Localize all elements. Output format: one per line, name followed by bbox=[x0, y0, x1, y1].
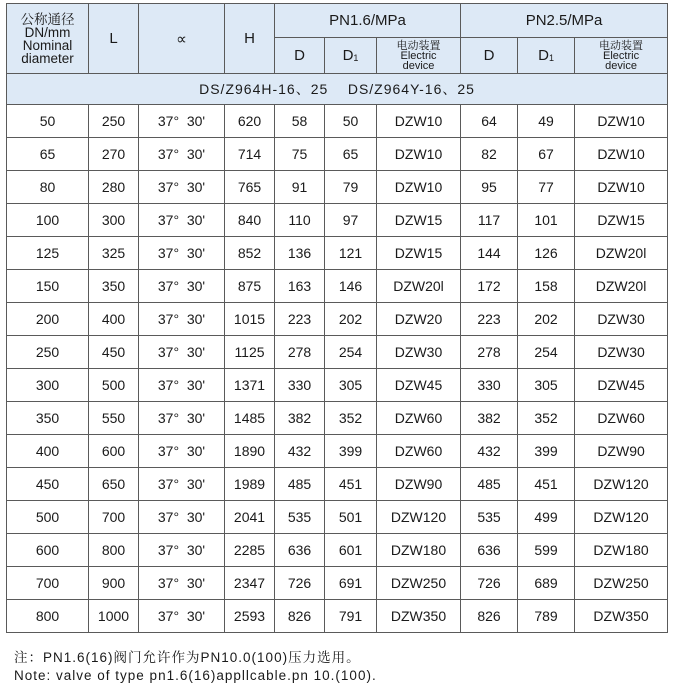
table-row bbox=[7, 567, 668, 600]
header-pn25-d1 bbox=[518, 38, 575, 74]
cell-pn16-electric-device: DZW15 bbox=[377, 204, 461, 237]
cell-pn25-electric-device: DZW20l bbox=[575, 270, 668, 303]
header-h: H bbox=[225, 4, 275, 74]
cell-pn16-electric-device: DZW10 bbox=[377, 138, 461, 171]
cell-h: 1485 bbox=[225, 402, 275, 435]
table-row bbox=[7, 270, 668, 303]
cell-pn25-d: 172 bbox=[461, 270, 518, 303]
cell-pn25-d1: 49 bbox=[518, 105, 575, 138]
cell-pn16-d1: 305 bbox=[325, 369, 377, 402]
cell-pn25-d: 330 bbox=[461, 369, 518, 402]
header-dn-line: 公称通径 bbox=[20, 11, 75, 27]
cell-angle: 37° 30' bbox=[139, 237, 225, 270]
cell-l: 325 bbox=[89, 237, 139, 270]
cell-pn16-d: 826 bbox=[275, 600, 325, 633]
cell-dn: 200 bbox=[7, 303, 89, 336]
cell-pn16-d1: 121 bbox=[325, 237, 377, 270]
cell-h: 840 bbox=[225, 204, 275, 237]
cell-pn25-d1: 158 bbox=[518, 270, 575, 303]
cell-pn25-d1: 352 bbox=[518, 402, 575, 435]
cell-l: 600 bbox=[89, 435, 139, 468]
ed-line: Electric bbox=[400, 49, 437, 62]
table-row bbox=[7, 468, 668, 501]
model-row: DS/Z964H-16、25 DS/Z964Y-16、25 bbox=[7, 74, 668, 105]
cell-pn25-electric-device: DZW15 bbox=[575, 204, 668, 237]
cell-pn16-d: 136 bbox=[275, 237, 325, 270]
cell-pn25-electric-device: DZW30 bbox=[575, 336, 668, 369]
cell-pn25-d: 95 bbox=[461, 171, 518, 204]
cell-pn16-electric-device: DZW10 bbox=[377, 171, 461, 204]
cell-pn16-electric-device: DZW30 bbox=[377, 336, 461, 369]
note-english: Note: valve of type pn1.6(16)appllcable.pn 10.(100). bbox=[14, 668, 377, 683]
cell-pn25-d1: 101 bbox=[518, 204, 575, 237]
cell-angle: 37° 30' bbox=[139, 534, 225, 567]
cell-pn25-d: 636 bbox=[461, 534, 518, 567]
cell-pn25-d: 278 bbox=[461, 336, 518, 369]
cell-h: 2285 bbox=[225, 534, 275, 567]
cell-dn: 100 bbox=[7, 204, 89, 237]
cell-angle: 37° 30' bbox=[139, 336, 225, 369]
header-nominal-diameter bbox=[7, 4, 89, 74]
cell-pn16-d: 75 bbox=[275, 138, 325, 171]
cell-pn25-d1: 451 bbox=[518, 468, 575, 501]
cell-pn16-d: 636 bbox=[275, 534, 325, 567]
table-row bbox=[7, 237, 668, 270]
cell-l: 700 bbox=[89, 501, 139, 534]
cell-pn25-electric-device: DZW30 bbox=[575, 303, 668, 336]
cell-h: 2347 bbox=[225, 567, 275, 600]
cell-pn16-d1: 202 bbox=[325, 303, 377, 336]
cell-pn25-d1: 599 bbox=[518, 534, 575, 567]
cell-pn16-electric-device: DZW20 bbox=[377, 303, 461, 336]
cell-pn16-electric-device: DZW350 bbox=[377, 600, 461, 633]
cell-h: 1125 bbox=[225, 336, 275, 369]
cell-angle: 37° 30' bbox=[139, 105, 225, 138]
cell-angle: 37° 30' bbox=[139, 369, 225, 402]
cell-pn16-electric-device: DZW20l bbox=[377, 270, 461, 303]
cell-pn25-d: 826 bbox=[461, 600, 518, 633]
cell-pn16-d: 58 bbox=[275, 105, 325, 138]
header-angle: ∝ bbox=[139, 4, 225, 74]
cell-l: 450 bbox=[89, 336, 139, 369]
cell-dn: 65 bbox=[7, 138, 89, 171]
d1-subscript: 1 bbox=[548, 53, 554, 63]
cell-pn16-d1: 399 bbox=[325, 435, 377, 468]
cell-pn25-d: 144 bbox=[461, 237, 518, 270]
cell-dn: 150 bbox=[7, 270, 89, 303]
cell-pn25-electric-device: DZW350 bbox=[575, 600, 668, 633]
table-row bbox=[7, 402, 668, 435]
cell-pn25-d1: 67 bbox=[518, 138, 575, 171]
cell-pn16-d1: 254 bbox=[325, 336, 377, 369]
cell-h: 875 bbox=[225, 270, 275, 303]
cell-angle: 37° 30' bbox=[139, 435, 225, 468]
table-row bbox=[7, 600, 668, 633]
cell-pn25-electric-device: DZW120 bbox=[575, 501, 668, 534]
cell-h: 1015 bbox=[225, 303, 275, 336]
cell-pn16-d: 382 bbox=[275, 402, 325, 435]
cell-dn: 450 bbox=[7, 468, 89, 501]
cell-h: 2041 bbox=[225, 501, 275, 534]
cell-pn25-d: 117 bbox=[461, 204, 518, 237]
cell-pn16-d: 223 bbox=[275, 303, 325, 336]
cell-pn25-d: 535 bbox=[461, 501, 518, 534]
header-pn25-electric-device bbox=[575, 38, 668, 74]
header-pn16: PN1.6/MPa bbox=[275, 4, 461, 38]
cell-pn16-electric-device: DZW180 bbox=[377, 534, 461, 567]
cell-l: 350 bbox=[89, 270, 139, 303]
cell-l: 280 bbox=[89, 171, 139, 204]
cell-h: 620 bbox=[225, 105, 275, 138]
cell-pn25-electric-device: DZW10 bbox=[575, 138, 668, 171]
cell-pn25-d: 485 bbox=[461, 468, 518, 501]
cell-pn16-d1: 352 bbox=[325, 402, 377, 435]
cell-pn25-electric-device: DZW90 bbox=[575, 435, 668, 468]
cell-pn16-d: 485 bbox=[275, 468, 325, 501]
cell-l: 550 bbox=[89, 402, 139, 435]
cell-pn16-d: 163 bbox=[275, 270, 325, 303]
d1-subscript: 1 bbox=[353, 53, 359, 63]
ed-line: device bbox=[402, 59, 435, 72]
header-pn16-d1 bbox=[325, 38, 377, 74]
header-dn-line: Nominal bbox=[22, 37, 73, 53]
table-row bbox=[7, 105, 668, 138]
cell-angle: 37° 30' bbox=[139, 204, 225, 237]
cell-pn25-d1: 499 bbox=[518, 501, 575, 534]
header-dn-line: diameter bbox=[21, 50, 74, 66]
cell-l: 800 bbox=[89, 534, 139, 567]
cell-dn: 300 bbox=[7, 369, 89, 402]
cell-pn16-d: 330 bbox=[275, 369, 325, 402]
table-row bbox=[7, 336, 668, 369]
cell-dn: 700 bbox=[7, 567, 89, 600]
cell-dn: 80 bbox=[7, 171, 89, 204]
cell-pn25-d: 432 bbox=[461, 435, 518, 468]
ed-line: Electric bbox=[603, 49, 640, 62]
cell-angle: 37° 30' bbox=[139, 171, 225, 204]
cell-angle: 37° 30' bbox=[139, 468, 225, 501]
table-row bbox=[7, 369, 668, 402]
cell-pn25-d1: 77 bbox=[518, 171, 575, 204]
cell-dn: 500 bbox=[7, 501, 89, 534]
cell-l: 300 bbox=[89, 204, 139, 237]
cell-pn16-d1: 79 bbox=[325, 171, 377, 204]
table-row bbox=[7, 138, 668, 171]
spec-table bbox=[6, 3, 668, 633]
cell-pn16-electric-device: DZW60 bbox=[377, 435, 461, 468]
cell-pn16-electric-device: DZW250 bbox=[377, 567, 461, 600]
cell-dn: 600 bbox=[7, 534, 89, 567]
table-row bbox=[7, 534, 668, 567]
cell-pn16-d: 726 bbox=[275, 567, 325, 600]
cell-l: 500 bbox=[89, 369, 139, 402]
cell-pn16-d1: 146 bbox=[325, 270, 377, 303]
cell-angle: 37° 30' bbox=[139, 600, 225, 633]
cell-l: 400 bbox=[89, 303, 139, 336]
cell-pn25-d: 82 bbox=[461, 138, 518, 171]
cell-pn16-d1: 50 bbox=[325, 105, 377, 138]
table-row bbox=[7, 435, 668, 468]
note-chinese: 注：PN1.6(16)阀门允许作为PN10.0(100)压力选用。 bbox=[14, 650, 361, 665]
table-row bbox=[7, 171, 668, 204]
cell-pn16-electric-device: DZW45 bbox=[377, 369, 461, 402]
header-pn16-electric-device bbox=[377, 38, 461, 74]
cell-dn: 125 bbox=[7, 237, 89, 270]
cell-pn25-d1: 254 bbox=[518, 336, 575, 369]
cell-pn16-d: 535 bbox=[275, 501, 325, 534]
table-row bbox=[7, 303, 668, 336]
header-pn25-d: D bbox=[461, 38, 518, 74]
header-l: L bbox=[89, 4, 139, 74]
cell-pn25-d: 726 bbox=[461, 567, 518, 600]
cell-pn16-electric-device: DZW10 bbox=[377, 105, 461, 138]
cell-angle: 37° 30' bbox=[139, 138, 225, 171]
cell-l: 650 bbox=[89, 468, 139, 501]
d1-label: D bbox=[342, 47, 354, 64]
cell-pn16-d: 432 bbox=[275, 435, 325, 468]
cell-l: 270 bbox=[89, 138, 139, 171]
cell-pn16-d1: 791 bbox=[325, 600, 377, 633]
cell-pn16-electric-device: DZW15 bbox=[377, 237, 461, 270]
cell-pn25-electric-device: DZW180 bbox=[575, 534, 668, 567]
cell-pn25-electric-device: DZW10 bbox=[575, 105, 668, 138]
header-pn16-d: D bbox=[275, 38, 325, 74]
ed-line: device bbox=[605, 59, 637, 72]
d1-label: D bbox=[538, 47, 549, 64]
cell-angle: 37° 30' bbox=[139, 270, 225, 303]
cell-angle: 37° 30' bbox=[139, 567, 225, 600]
cell-dn: 400 bbox=[7, 435, 89, 468]
cell-l: 250 bbox=[89, 105, 139, 138]
cell-pn25-electric-device: DZW20l bbox=[575, 237, 668, 270]
cell-pn16-d1: 65 bbox=[325, 138, 377, 171]
cell-pn16-d1: 601 bbox=[325, 534, 377, 567]
cell-dn: 800 bbox=[7, 600, 89, 633]
cell-l: 900 bbox=[89, 567, 139, 600]
cell-h: 2593 bbox=[225, 600, 275, 633]
cell-pn25-electric-device: DZW120 bbox=[575, 468, 668, 501]
cell-angle: 37° 30' bbox=[139, 402, 225, 435]
cell-pn16-electric-device: DZW120 bbox=[377, 501, 461, 534]
cell-pn25-electric-device: DZW45 bbox=[575, 369, 668, 402]
cell-pn25-d1: 789 bbox=[518, 600, 575, 633]
cell-angle: 37° 30' bbox=[139, 303, 225, 336]
cell-pn16-d1: 501 bbox=[325, 501, 377, 534]
ed-line: 电动装置 bbox=[396, 39, 441, 52]
cell-pn25-electric-device: DZW10 bbox=[575, 171, 668, 204]
cell-pn16-electric-device: DZW90 bbox=[377, 468, 461, 501]
cell-h: 1371 bbox=[225, 369, 275, 402]
cell-pn16-electric-device: DZW60 bbox=[377, 402, 461, 435]
cell-pn25-d1: 202 bbox=[518, 303, 575, 336]
cell-pn16-d1: 691 bbox=[325, 567, 377, 600]
cell-pn25-d: 223 bbox=[461, 303, 518, 336]
cell-h: 765 bbox=[225, 171, 275, 204]
cell-pn16-d1: 97 bbox=[325, 204, 377, 237]
table-row bbox=[7, 204, 668, 237]
cell-l: 1000 bbox=[89, 600, 139, 633]
cell-h: 1890 bbox=[225, 435, 275, 468]
cell-pn25-d1: 689 bbox=[518, 567, 575, 600]
ed-line: 电动装置 bbox=[599, 39, 644, 52]
cell-h: 714 bbox=[225, 138, 275, 171]
header-dn-line: DN/mm bbox=[24, 24, 71, 40]
cell-pn25-electric-device: DZW60 bbox=[575, 402, 668, 435]
cell-pn16-d: 91 bbox=[275, 171, 325, 204]
cell-pn25-d1: 305 bbox=[518, 369, 575, 402]
cell-angle: 37° 30' bbox=[139, 501, 225, 534]
cell-pn16-d1: 451 bbox=[325, 468, 377, 501]
header-pn25: PN2.5/MPa bbox=[461, 4, 668, 38]
cell-pn25-d1: 126 bbox=[518, 237, 575, 270]
cell-pn25-electric-device: DZW250 bbox=[575, 567, 668, 600]
cell-dn: 250 bbox=[7, 336, 89, 369]
cell-h: 1989 bbox=[225, 468, 275, 501]
cell-pn16-d: 110 bbox=[275, 204, 325, 237]
cell-h: 852 bbox=[225, 237, 275, 270]
cell-dn: 350 bbox=[7, 402, 89, 435]
cell-pn25-d: 382 bbox=[461, 402, 518, 435]
cell-dn: 50 bbox=[7, 105, 89, 138]
cell-pn25-d1: 399 bbox=[518, 435, 575, 468]
cell-pn25-d: 64 bbox=[461, 105, 518, 138]
cell-pn16-d: 278 bbox=[275, 336, 325, 369]
table-row bbox=[7, 501, 668, 534]
